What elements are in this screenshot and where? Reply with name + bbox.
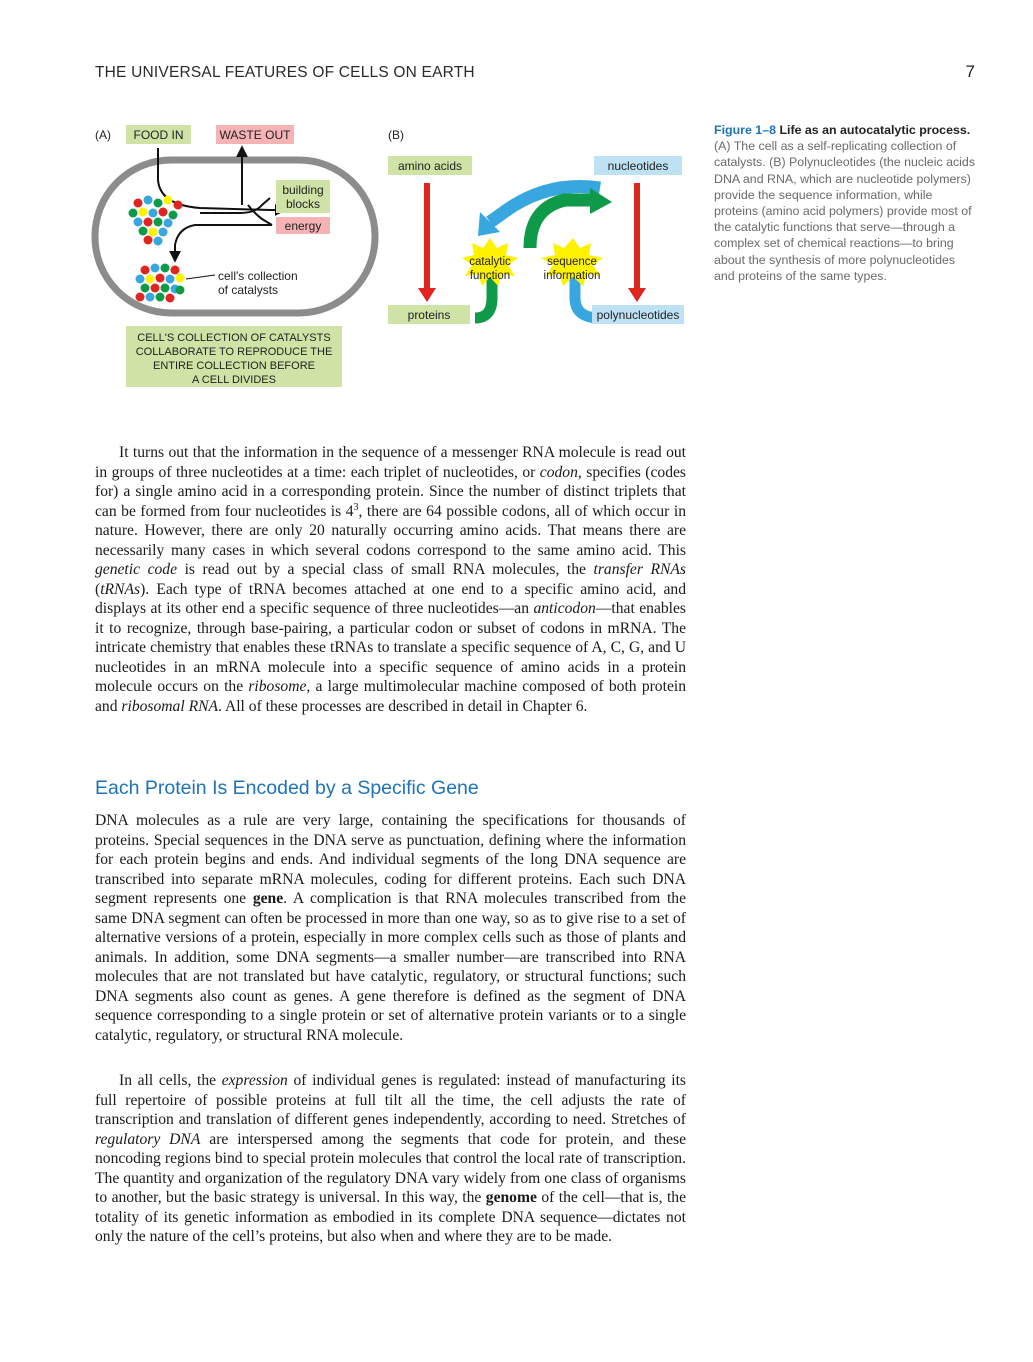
building-blocks-label-1: building [282,183,324,197]
running-head: THE UNIVERSAL FEATURES OF CELLS ON EARTH [95,64,475,81]
amino-acids-label: amino acids [397,159,463,173]
energy-to-catalysts-arrow [175,225,272,258]
cross-arrow-1 [200,198,270,213]
section-heading: Each Protein Is Encoded by a Specific Gene [95,777,479,799]
waste-out-label: WASTE OUT [219,128,291,142]
building-blocks-label-2: blocks [285,197,321,211]
sequence-label-1: sequence [547,256,597,268]
paragraph-gene-expression: In all cells, the expression of individual genes is regulated: instead of manufacturing its full repertoire of possible proteins at full tilt all the time, the cell adjusts the rate of transcription and translation of different genes independently, according to need. Stretches of regulatory DNA are interspersed among the segments that code for protein, and these noncoding regions bind to special protein molecules that control the local rate of transcription. The quantity and organization of the regulatory DNA vary widely from one class of organisms to another, but the basic strategy is universal. In this way, the genome of the cell—that is, the totality of its genetic information as embodied in its complete DNA sequence—dictates not only the nature of the cell’s proteins, but also when and where they are to be made. [95,1072,686,1245]
caption-title: Life as an autocatalytic process. [779,123,971,137]
catalysts-leader-line [186,275,215,279]
sequence-label-2: information [543,270,601,282]
catalysts-label-2: of catalysts [218,283,279,297]
caption-text: (A) The cell as a self-replicating collection of catalysts. (B) Polynucleotides (the nucleic acids DNA and RNA, which are nucleotide polymers) provide the sequence information, while proteins (amino acid polymers) provide most of the catalytic functions that serve—through a complex set of chemical reactions—to bring about the synthesis of more polynucleotides and proteins of the same types. [714,139,976,283]
figure-caption [714,122,976,284]
green-arrow-upper [530,200,595,248]
proteins-label: proteins [407,308,451,322]
page-number: 7 [965,62,975,81]
catalytic-label-1: catalytic [469,256,511,268]
catalyst-cluster-upper [129,196,183,246]
paragraph-gene-definition: DNA molecules as a rule are very large, containing the specifications for thousands of proteins. Special sequences in the DNA serve as punctuation, defining where the information for each protein begins and ends. And individual segments of the long DNA sequence are transcribed into separate mRNA molecules, coding for different proteins. Each such DNA segment represents one gene. A complication is that RNA molecules transcribed from the same DNA segment can often be processed in more than one way, so as to give rise to a set of alternative versions of a protein, especially in more complex cells such as those of plants and animals. In addition, some DNA segments—a smaller number—are transcribed into RNA molecules that are not translated but have catalytic, regulatory, or structural functions; such DNA segments also count as genes. A gene therefore is defined as the segment of DNA sequence corresponding to a single protein or set of alternative protein variants or to a single catalytic, regulatory, or structural RNA molecule. [95,812,687,1044]
food-in-label: FOOD IN [133,128,184,142]
collaborate-line-2: COLLABORATE TO REPRODUCE THE [135,346,333,358]
paragraph-genetic-code: It turns out that the information in the sequence of a messenger RNA molecule is read out in groups of three nucleotides at a time: each triplet of nucleotides, or codon, specifies (codes for) a single amino acid in a corresponding protein. Since the number of distinct triplets that can be formed from four nucleotides is $4^3$, there are 64 possible codons, all of which occur in nature. However, there are only 20 naturally occurring amino acids. That means there are necessarily many cases in which several codons correspond to the same amino acid. This genetic code is read out by a special class of small RNA molecules, the transfer RNAs (tRNAs). Each type of tRNA becomes attached at one end to a specific amino acid, and displays at its other end a specific sequence of three nucleotides—an anticodon—that enables it to recognize, through base-pairing, a particular codon or subset of codons in mRNA. The intricate chemistry that enables these tRNAs to translate a specific sequence of A, C, G, and U nucleotides in an mRNA molecule into a specific sequence of amino acids in a protein molecule occurs on the ribosome, a large multimolecular machine composed of both protein and ribosomal RNA. All of these processes are described in detail in Chapter 6. [95,444,687,715]
catalytic-label-2: function [469,270,511,282]
collaborate-line-4: A CELL DIVIDES [192,374,276,386]
red-arrowhead-right [628,288,646,302]
polynucleotides-label: polynucleotides [596,308,680,322]
energy-label: energy [284,219,322,233]
collaborate-line-1: CELL'S COLLECTION OF CATALYSTS [137,332,331,344]
green-arrowhead-upper [590,188,612,214]
panel-a-label: (A) [95,128,111,142]
catalyst-cluster-lower [136,264,185,303]
panel-b-label: (B) [388,128,404,142]
catalysts-label-1: cell's collection [218,269,298,283]
nucleotides-label: nucleotides [607,159,669,173]
red-arrowhead-left [418,288,436,302]
collaborate-line-3: ENTIRE COLLECTION BEFORE [153,360,315,372]
caption-number: Figure 1–8 [714,123,776,137]
